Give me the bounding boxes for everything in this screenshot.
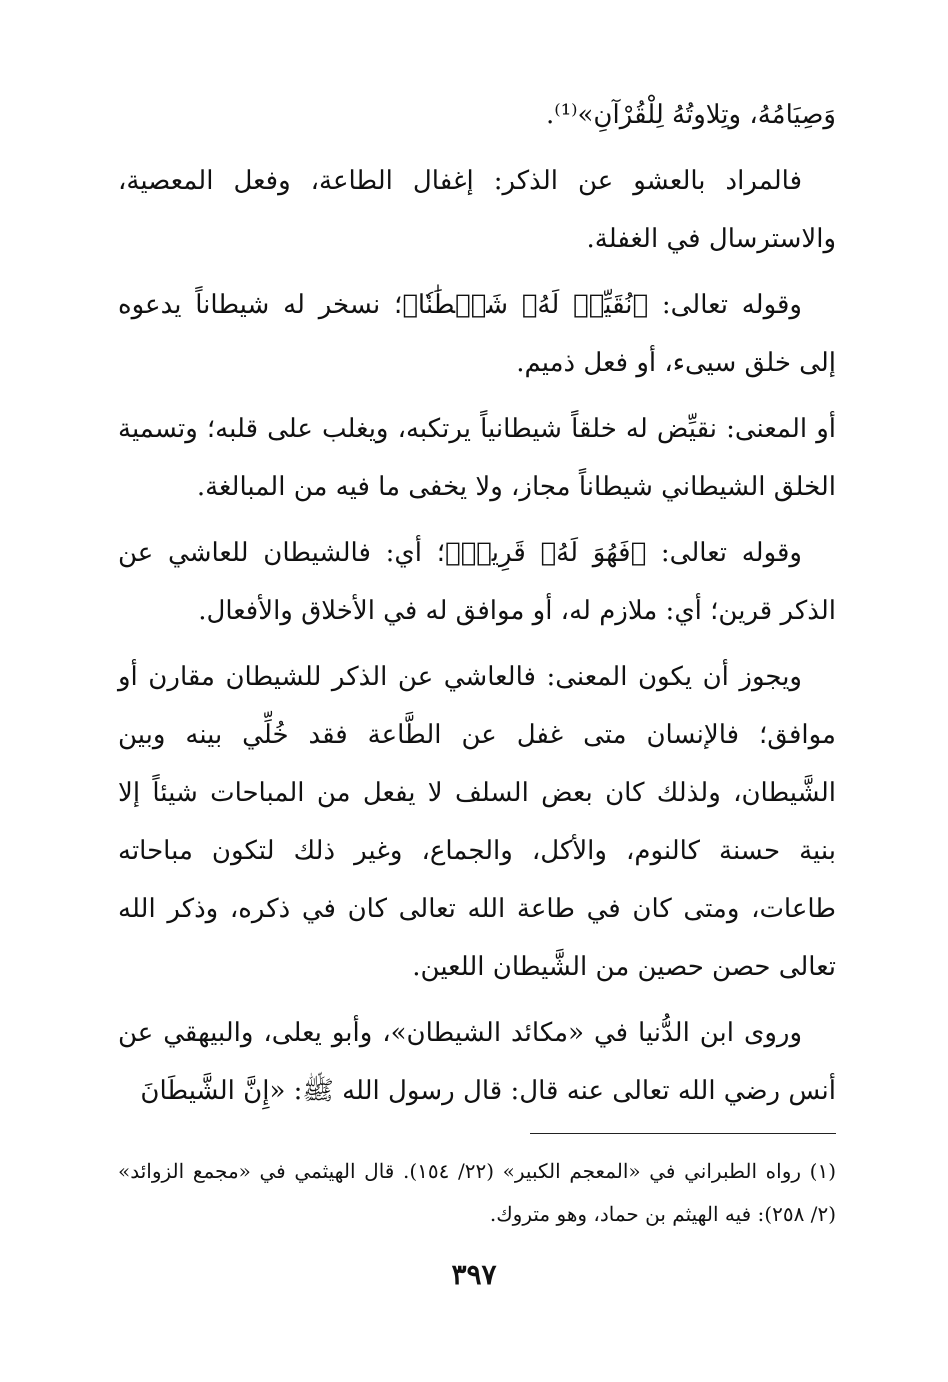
- paragraph-1: وَصِيَامُهُ، وتِلاوتُهُ لِلْقُرْآنِ»⁽¹⁾.: [546, 100, 836, 130]
- paragraph-5: وقوله تعالى: ﴿فَهُوَ لَهُۥ قَرِينٞ﴾؛ أي: فالشيطان للعاشي عن الذكر قرين؛ أي: ملازم له، أو موافق له في الأخلاق والأفعال.: [118, 538, 836, 626]
- paragraph-2: فالمراد بالعشو عن الذكر: إغفال الطاعة، وفعل المعصية، والاسترسال في الغفلة.: [118, 166, 836, 254]
- paragraph-3: وقوله تعالى: ﴿نُقَيِّضۡ لَهُۥ شَيۡطَٰنٗا﴾؛ نسخر له شيطاناً يدعوه إلى خلق سيىء، أو فعل ذميم.: [118, 290, 836, 378]
- footnote-divider: [530, 1133, 836, 1134]
- page-number: ٣٩٧: [451, 1258, 497, 1291]
- paragraph-4: أو المعنى: نقيِّض له خلقاً شيطانياً يرتكبه، ويغلب على قلبه؛ وتسمية الخلق الشيطاني شيطاناً مجاز، ولا يخفى ما فيه من المبالغة.: [118, 414, 837, 502]
- page-body: [118, 86, 836, 1128]
- paragraph-7: وروى ابن الدُّنيا في «مكائد الشيطان»، وأبو يعلى، والبيهقي عن أنس رضي الله تعالى عنه قال: قال رسول الله ﷺ: «إِنَّ الشَّيطَانَ: [118, 1018, 836, 1106]
- paragraph-6: ويجوز أن يكون المعنى: فالعاشي عن الذكر للشيطان مقارن أو موافق؛ فالإنسان متى غفل عن الطَّاعة فقد خُلِّي بينه وبين الشَّيطان، ولذلك كان بعض السلف لا يفعل من المباحات شيئاً إلا بنية حسنة كالنوم، والأكل، والجماع، وغير ذلك لتكون مباحاته طاعات، ومتى كان في طاعة الله تعالى كان في ذكره، وذكر الله تعالى حصن حصين من الشَّيطان اللعين.: [118, 662, 836, 982]
- footnote: (١) رواه الطبراني في «المعجم الكبير» (٢٢/ ١٥٤). قال الهيثمي في «مجمع الزوائد» (٢/ ٢٥٨): فيه الهيثم بن حماد، وهو متروك.: [118, 1159, 836, 1226]
